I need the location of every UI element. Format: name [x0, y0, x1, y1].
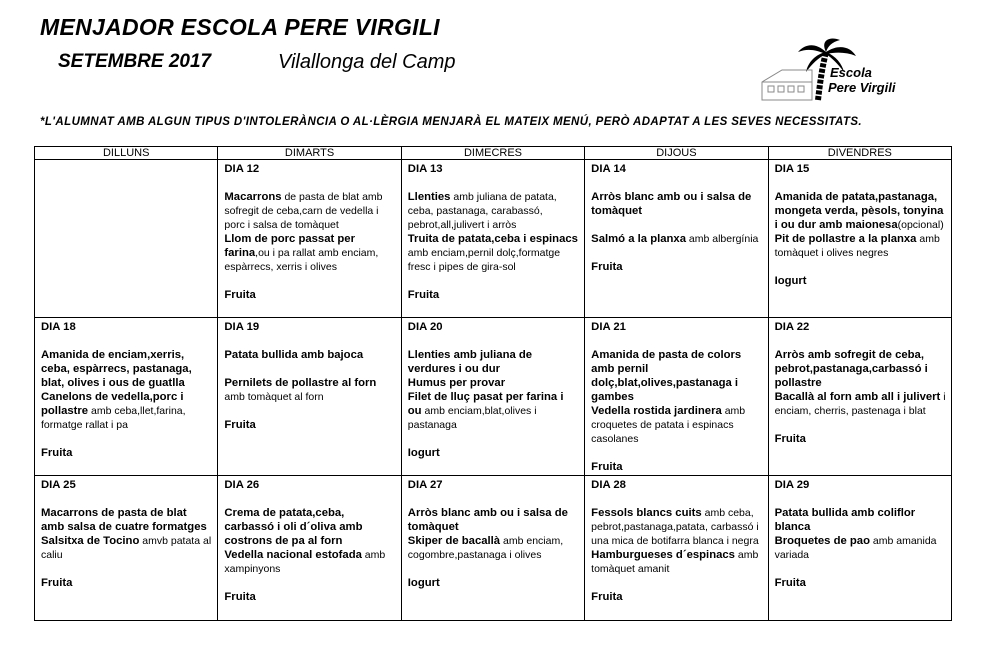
dish-description: amb enciam,blat,olives i pastanaga	[407, 405, 537, 431]
dish-item	[775, 390, 946, 418]
page-title: MENJADOR ESCOLA PERE VIRGILI	[40, 14, 440, 40]
dish-name: Arròs blanc amb ou i salsa de tomàquet	[591, 191, 752, 217]
dessert-label: Fruita	[774, 433, 806, 445]
school-logo	[760, 38, 900, 102]
dish-name: Macarrons de pasta de blat amb salsa de cuatre formatges	[41, 507, 207, 533]
dessert-label: Fruita	[41, 447, 73, 459]
dish-item	[224, 232, 395, 274]
dessert-label: Fruita	[591, 261, 623, 273]
dish-name: Salsitxa de Tocino	[41, 535, 140, 547]
day-label: DIA 27	[407, 479, 443, 491]
dish-item	[224, 376, 395, 404]
day-cell	[35, 476, 218, 621]
dish-item	[224, 548, 395, 576]
dish-item	[224, 348, 395, 362]
weekday-header: DIMECRES	[401, 147, 584, 160]
dish-item	[591, 348, 762, 404]
dish-name: Bacallà al forn amb all i julivert	[774, 391, 941, 403]
dish-item	[408, 506, 579, 534]
spacer	[591, 218, 762, 232]
dish-name: Skiper de bacallà	[407, 535, 501, 547]
dessert-label: Iogurt	[774, 275, 807, 287]
dish-item	[775, 348, 946, 390]
dish-item	[775, 232, 946, 260]
dish-name: Broquetes de pao	[774, 535, 870, 547]
allergy-note: *L'ALUMNAT AMB ALGUN TIPUS D'INTOLERÀNCIA O AL·LÈRGIA MENJARÀ EL MATEIX MENÚ, PERÒ ADAPTAT A LES SEVES NECESSITATS.	[40, 116, 862, 128]
weekday-header: DIVENDRES	[768, 147, 951, 160]
dish-name: Llom de porc passat per farina	[224, 233, 355, 259]
dish-name: Fessols blancs cuits	[591, 507, 702, 519]
dessert-label: Fruita	[591, 591, 623, 603]
dish-name: Vedella nacional estofada	[224, 549, 362, 561]
dish-description: amb albergínia	[685, 233, 759, 245]
dish-description: amb ceba, pebrot,pastanaga,patata, carbassó i una mica de botifarra blanca i negra	[591, 507, 759, 547]
weekday-header: DILLUNS	[35, 147, 218, 160]
dish-item	[224, 190, 395, 232]
day-cell	[35, 160, 218, 318]
dish-description: ,ou i pa rallat amb enciam, espàrrecs, xerris i olives	[224, 247, 379, 273]
dish-description: amb tomàquet i olives negres	[774, 233, 940, 259]
day-cell	[401, 160, 584, 318]
dish-name: Patata bullida amb bajoca	[224, 349, 364, 361]
dish-description: (opcional)	[897, 219, 944, 231]
dish-item	[41, 390, 212, 432]
dish-item	[775, 506, 946, 534]
dish-name: Pit de pollastre a la planxa	[774, 233, 917, 245]
dish-name: Crema de patata,ceba, carbassó i oli d´oliva amb costrons de pa al forn	[224, 507, 363, 547]
dish-item	[591, 404, 762, 446]
dish-name: Humus per provar	[407, 377, 506, 389]
dish-name: Salmó a la planxa	[591, 233, 686, 245]
dish-item	[408, 390, 579, 432]
dish-name: Vedella rostida jardinera	[591, 405, 722, 417]
dish-item	[408, 376, 579, 390]
dish-name: Llenties	[407, 191, 451, 203]
dish-item	[775, 190, 946, 232]
dessert-label: Iogurt	[407, 577, 440, 589]
dish-description: amb ceba,llet,farina, formatge rallat i pa	[41, 405, 186, 431]
day-label: DIA 25	[41, 479, 76, 491]
weekday-header: DIMARTS	[218, 147, 401, 160]
day-cell	[401, 318, 584, 476]
dessert-label: Fruita	[591, 461, 623, 473]
dish-name: Amanida de enciam,xerris, ceba, espàrrecs, pastanaga, blat, olives i ous de guatlla	[41, 349, 192, 389]
dish-item	[224, 506, 395, 548]
dish-description: amb croquetes de patata i espinacs casolanes	[591, 405, 746, 445]
day-cell	[768, 318, 951, 476]
day-cell	[585, 476, 768, 621]
day-label: DIA 13	[407, 163, 443, 175]
dish-name: Llenties amb juliana de verdures i ou dur	[407, 349, 533, 375]
dish-name: Pernilets de pollastre al forn	[224, 377, 377, 389]
day-label: DIA 20	[407, 321, 443, 333]
dish-item	[408, 534, 579, 562]
day-cell	[218, 160, 401, 318]
dish-description: amvb patata al caliu	[41, 535, 212, 561]
dish-description: amb juliana de patata, ceba, pastanaga, carabassó, pebrot,all,julivert i arròs	[407, 191, 557, 231]
dish-item	[408, 232, 579, 274]
dish-item	[775, 534, 946, 562]
day-cell	[585, 318, 768, 476]
dish-name: Truita de patata,ceba i espinacs	[407, 233, 578, 245]
dish-description: amb tomàquet al forn	[224, 391, 324, 403]
dish-name: Amanida de pasta de colors amb pernil dolç,blat,olives,pastanaga i gambes	[591, 349, 742, 403]
dish-description: amb amanida variada	[774, 535, 937, 561]
day-label: DIA 29	[774, 479, 810, 491]
day-cell	[218, 318, 401, 476]
dessert-label: Fruita	[774, 577, 806, 589]
dish-item	[41, 348, 212, 390]
day-label: DIA 22	[774, 321, 810, 333]
day-label: DIA 12	[224, 163, 260, 175]
dish-description: amb tomàquet amanit	[591, 549, 759, 575]
day-label: DIA 21	[591, 321, 626, 333]
dish-description: amb enciam, cogombre,pastanaga i olives	[407, 535, 564, 561]
spacer	[224, 362, 395, 376]
logo-text-line1: Escola	[830, 65, 872, 80]
dessert-label: Fruita	[224, 419, 256, 431]
week-row	[35, 318, 952, 476]
day-cell	[401, 476, 584, 621]
day-label: DIA 15	[774, 163, 810, 175]
weekday-header: DIJOUS	[585, 147, 768, 160]
day-label: DIA 28	[591, 479, 626, 491]
logo-text-line2: Pere Virgili	[828, 80, 896, 95]
day-label: DIA 18	[41, 321, 76, 333]
dish-item	[591, 506, 762, 548]
dish-item	[408, 348, 579, 376]
dish-item	[41, 534, 212, 562]
dish-name: Arròs blanc amb ou i salsa de tomàquet	[407, 507, 568, 533]
week-row	[35, 160, 952, 318]
dish-item	[41, 506, 212, 534]
dish-description: de pasta de blat amb sofregit de ceba,carn de vedella i porc i salsa de tomàquet	[224, 191, 383, 231]
dish-description: amb enciam,pernil dolç,formatge fresc i pipes de gira-sol	[407, 247, 561, 273]
place-label: Vilallonga del Camp	[278, 51, 456, 73]
week-row	[35, 476, 952, 621]
dessert-label: Fruita	[224, 591, 256, 603]
dish-name: Arròs amb sofregit de ceba, pebrot,pastanaga,carbassó i pollastre	[774, 349, 928, 389]
dish-name: Hamburgueses d´espinacs	[591, 549, 735, 561]
dish-name: Filet de lluç pasat per farina i ou	[407, 391, 564, 417]
day-cell	[218, 476, 401, 621]
dessert-label: Fruita	[224, 289, 256, 301]
dish-name: Macarrons	[224, 191, 282, 203]
month-label: SETEMBRE 2017	[58, 51, 212, 72]
dish-item	[408, 190, 579, 232]
dish-name: Amanida de patata,pastanaga, mongeta verda, pèsols, tonyina i ou dur amb maionesa	[774, 191, 944, 231]
day-cell	[768, 160, 951, 318]
dish-description: amb xampinyons	[224, 549, 386, 575]
day-cell	[768, 476, 951, 621]
dessert-label: Fruita	[41, 577, 73, 589]
dish-name: Patata bullida amb coliflor blanca	[774, 507, 916, 533]
dish-name: Canelons de vedella,porc i pollastre	[41, 391, 184, 417]
dish-description: i enciam, cherris, pastenaga i blat	[774, 391, 946, 417]
day-label: DIA 26	[224, 479, 260, 491]
menu-table	[34, 146, 952, 621]
dish-item	[591, 548, 762, 576]
weekday-header-row	[35, 147, 952, 160]
dessert-label: Iogurt	[407, 447, 440, 459]
dish-item	[591, 232, 762, 246]
dish-item	[591, 190, 762, 218]
day-cell	[585, 160, 768, 318]
day-label: DIA 14	[591, 163, 626, 175]
day-label: DIA 19	[224, 321, 260, 333]
dessert-label: Fruita	[407, 289, 440, 301]
day-cell	[35, 318, 218, 476]
